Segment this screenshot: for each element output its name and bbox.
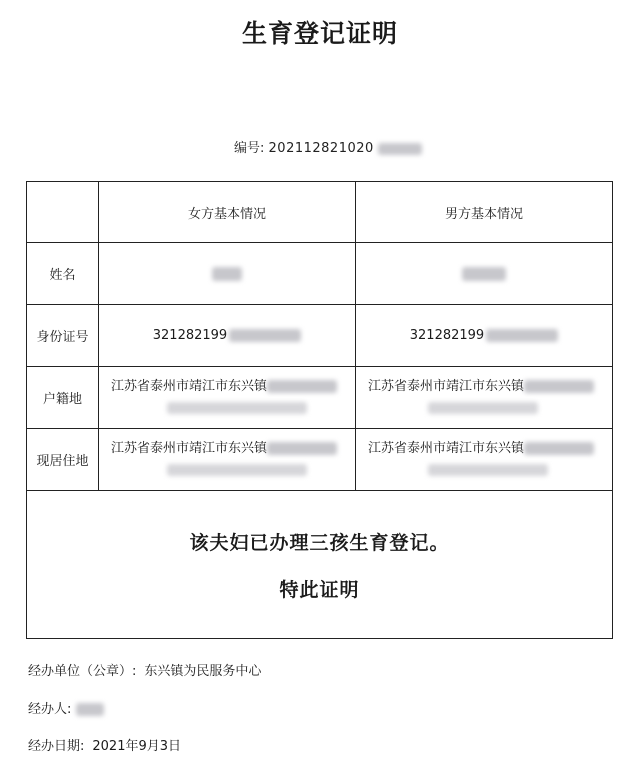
male-id-value bbox=[356, 305, 613, 367]
female-header: 女方基本情况 bbox=[99, 182, 356, 243]
female-hukou-text: 江苏省泰州市靖江市东兴镇 bbox=[111, 378, 268, 394]
female-residence-text: 江苏省泰州市靖江市东兴镇 bbox=[111, 440, 268, 456]
redaction-blur bbox=[428, 402, 538, 414]
male-hukou-value bbox=[356, 367, 613, 429]
certification-text: 特此证明 bbox=[279, 578, 360, 601]
table-row-residence bbox=[27, 429, 613, 491]
serial-label: 编号: bbox=[234, 141, 265, 156]
serial-number bbox=[234, 137, 422, 156]
female-id-value bbox=[99, 305, 356, 367]
serial-value: 202112821020 bbox=[268, 141, 374, 156]
handling-date bbox=[28, 735, 181, 754]
residence-label: 现居住地 bbox=[27, 429, 99, 491]
handling-unit bbox=[28, 660, 261, 679]
table-row-id bbox=[27, 305, 613, 367]
redaction-blur bbox=[212, 267, 242, 281]
statement-cell bbox=[27, 491, 613, 639]
date-value: 2021年9月3日 bbox=[92, 739, 182, 754]
male-residence-text: 江苏省泰州市靖江市东兴镇 bbox=[368, 440, 525, 456]
female-id-text: 321282199 bbox=[152, 328, 228, 343]
redaction-blur bbox=[428, 464, 548, 476]
table-row-name bbox=[27, 243, 613, 305]
hukou-label: 户籍地 bbox=[27, 367, 99, 429]
unit-label: 经办单位（公章）: bbox=[28, 664, 137, 679]
redaction-blur bbox=[524, 442, 594, 455]
redaction-blur bbox=[167, 464, 307, 476]
statement-row bbox=[27, 491, 613, 639]
male-name-value bbox=[356, 243, 613, 305]
male-hukou-text: 江苏省泰州市靖江市东兴镇 bbox=[368, 378, 525, 394]
redaction-blur bbox=[486, 329, 558, 342]
registration-table bbox=[26, 181, 613, 639]
statement-text: 该夫妇已办理三孩生育登记。 bbox=[189, 531, 450, 554]
name-label: 姓名 bbox=[27, 243, 99, 305]
table-header-row bbox=[27, 182, 613, 243]
unit-value: 东兴镇为民服务中心 bbox=[144, 664, 262, 679]
redaction-blur bbox=[76, 703, 104, 716]
male-id-text: 321282199 bbox=[409, 328, 485, 343]
redaction-blur bbox=[267, 442, 337, 455]
handler bbox=[28, 698, 104, 717]
redaction-blur bbox=[229, 329, 301, 342]
corner-cell bbox=[27, 182, 99, 243]
female-name-value bbox=[99, 243, 356, 305]
redaction-blur bbox=[524, 380, 594, 393]
redaction-blur bbox=[267, 380, 337, 393]
female-residence-value bbox=[99, 429, 356, 491]
id-label: 身份证号 bbox=[27, 305, 99, 367]
redaction-blur bbox=[462, 267, 506, 281]
handler-label: 经办人: bbox=[28, 702, 72, 717]
male-residence-value bbox=[356, 429, 613, 491]
table-row-hukou bbox=[27, 367, 613, 429]
male-header: 男方基本情况 bbox=[356, 182, 613, 243]
female-hukou-value bbox=[99, 367, 356, 429]
redaction-blur bbox=[378, 143, 422, 155]
date-label: 经办日期: bbox=[28, 739, 85, 754]
document-title: 生育登记证明 bbox=[241, 19, 398, 48]
redaction-blur bbox=[167, 402, 307, 414]
